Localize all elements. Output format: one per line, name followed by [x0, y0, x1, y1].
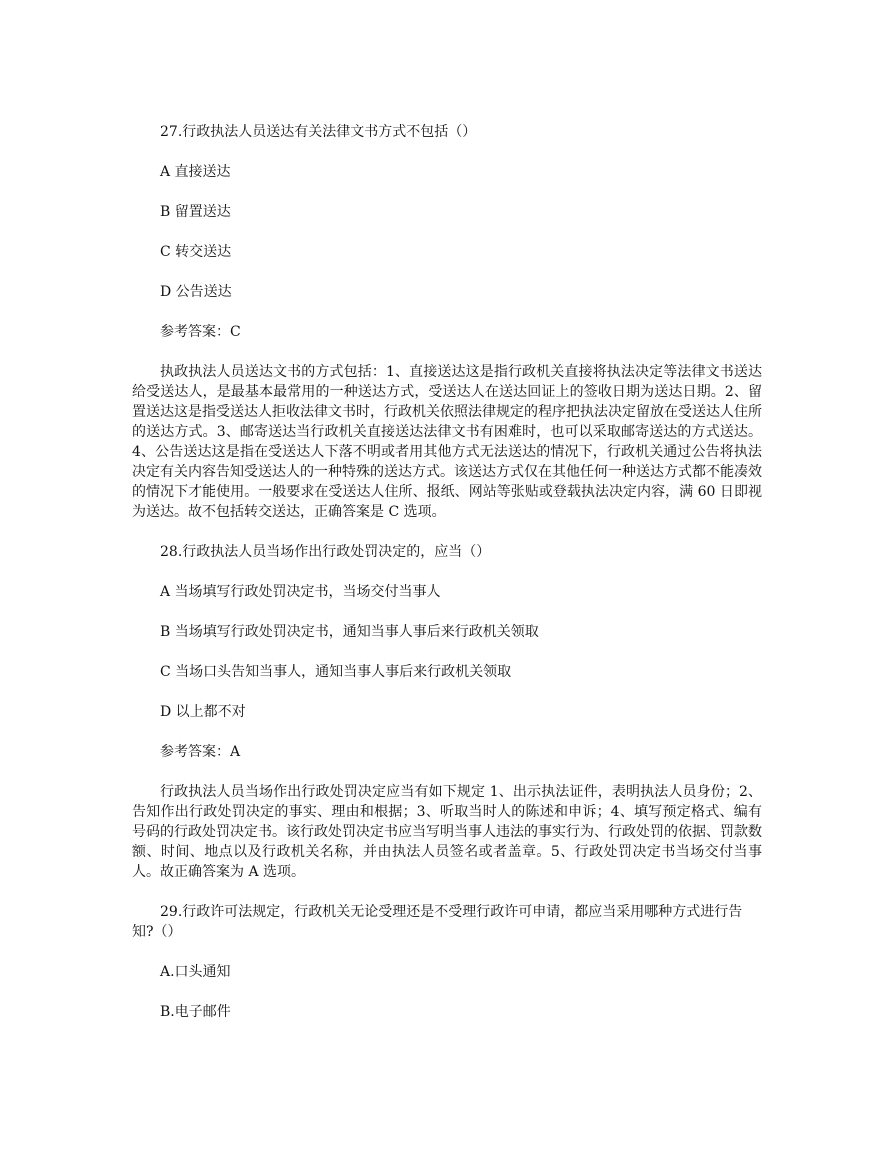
- option-b: B 当场填写行政处罚决定书，通知当事人事后来行政机关领取: [160, 624, 539, 640]
- answer-explanation: 执政执法人员送达文书的方式包括：1、直接送达这是指行政机关直接将执法决定等法律文书送达给受送达人，是最基本最常用的一种送达方式，受送达人在送达回证上的签收日期为送达日期。2、留置送达这是指受送达人拒收法律文书时，行政机关依照法律规定的程序把执法决定留放在受送达人住所的送达方式。3、邮寄送达当行政机关直接送达法律文书有困难时，也可以采取邮寄送达的方式送达。4、公告送达这是指在受送达人下落不明或者用其他方式无法送达的情况下，行政机关通过公告将执法决定有关内容告知受送达人的一种特殊的送达方式。该送达方式仅在其他任何一种送达方式都不能凑效的情况下才能使用。一般要求在受送达人住所、报纸、网站等张贴或登载执法决定内容，满 60 日即视为送达。故不包括转交送达，正确答案是 C 选项。: [132, 364, 762, 520]
- reference-answer: 参考答案：C: [160, 324, 241, 340]
- option-a: A.口头通知: [160, 964, 231, 980]
- answer-explanation: 行政执法人员当场作出行政处罚决定应当有如下规定 1、出示执法证件，表明执法人员身份；2、告知作出行政处罚决定的事实、理由和根据；3、听取当时人的陈述和申诉；4、填写预定格式、编有号码的行政处罚决定书。该行政处罚决定书应当写明当事人违法的事实行为、行政处罚的依据、罚款数额、时间、地点以及行政机关名称，并由执法人员签名或者盖章。5、行政处罚决定书当场交付当事人。故正确答案为 A 选项。: [132, 784, 762, 880]
- question-28: [132, 542, 762, 882]
- option-c: C 当场口头告知当事人，通知当事人事后来行政机关领取: [160, 664, 512, 680]
- option-a: A 直接送达: [160, 164, 231, 180]
- document-content: [132, 122, 762, 1042]
- question-stem: 28.行政执法人员当场作出行政处罚决定的，应当（）: [160, 544, 491, 560]
- option-b: B 留置送达: [160, 204, 231, 220]
- option-d: D 以上都不对: [160, 704, 246, 720]
- option-b: B.电子邮件: [160, 1004, 231, 1020]
- question-stem: 27.行政执法人员送达有关法律文书方式不包括（）: [160, 124, 477, 140]
- option-d: D 公告送达: [160, 284, 232, 300]
- question-29: [132, 902, 762, 1022]
- option-c: C 转交送达: [160, 244, 232, 260]
- reference-answer: 参考答案：A: [160, 744, 241, 760]
- question-stem: 29.行政许可法规定，行政机关无论受理还是不受理行政许可申请，都应当采用哪种方式进行告知?（）: [132, 904, 743, 940]
- option-a: A 当场填写行政处罚决定书，当场交付当事人: [160, 584, 441, 600]
- question-27: [132, 122, 762, 522]
